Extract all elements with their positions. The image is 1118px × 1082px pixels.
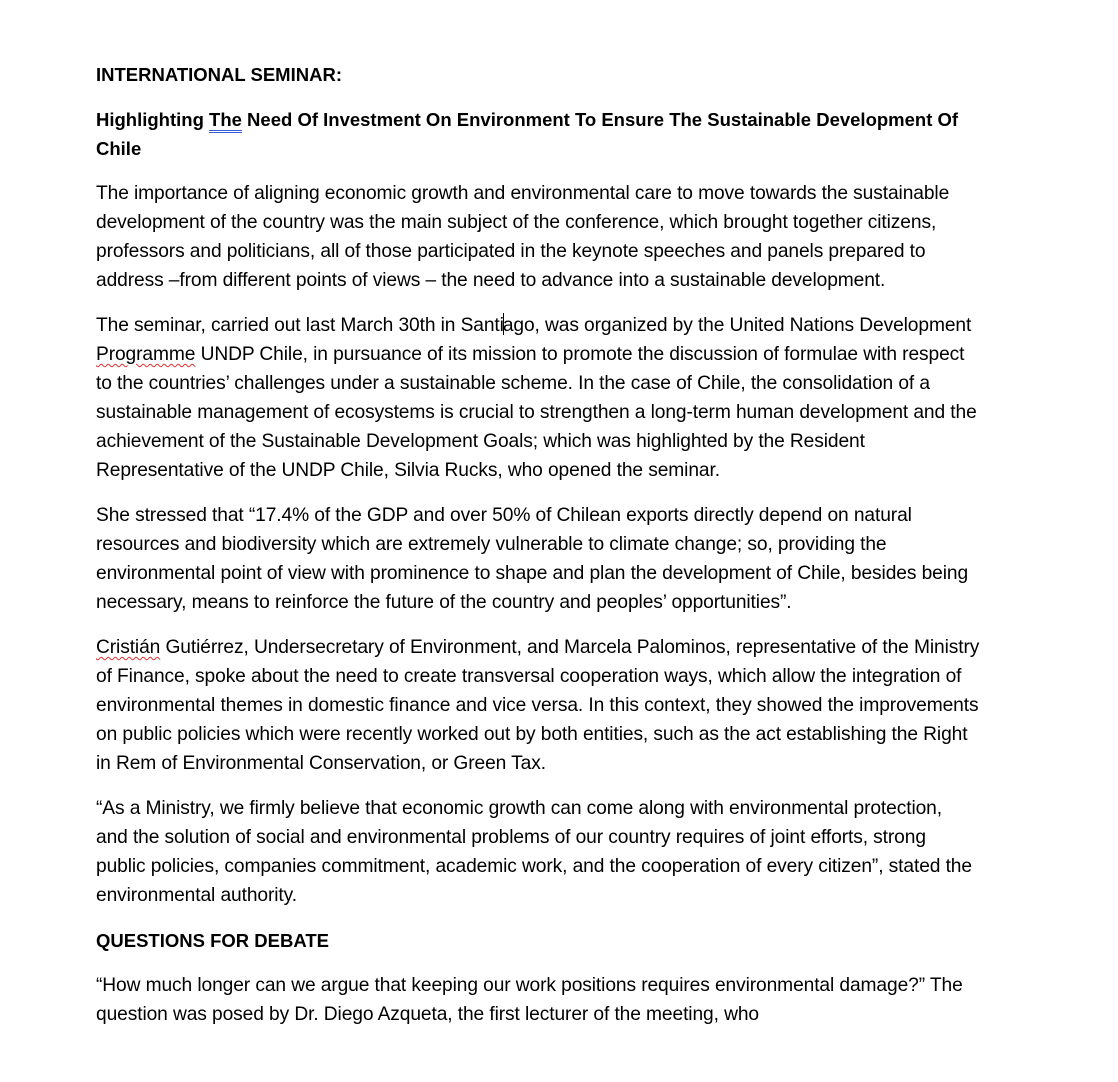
paragraph-intro: The importance of aligning economic growth and environmental care to move towards the sustainable development of the country was the main subject of the conference, which brought together citizens, professors and politicians, all of those participated in the keynote speeches and panels prepared to address –from different points of views – the need to advance into a sustainable development. — [96, 183, 950, 291]
document-subtitle — [96, 105, 976, 163]
spellcheck-flag-name[interactable]: Cristián — [96, 637, 161, 658]
subtitle-text-end: Need Of Investment On Environment To Ensure The Sustainable Development Of Chile — [96, 109, 959, 159]
paragraph-question: “How much longer can we argue that keeping our work positions requires environmental damage?” The question was posed by Dr. Diego Azqueta, the first lecturer of the meeting, who — [96, 975, 963, 1025]
spellcheck-flag-word[interactable]: Programme — [96, 344, 196, 365]
paragraph-seminar-text-a: The seminar, carried out last March 30th in Santi — [96, 315, 504, 336]
paragraph-ministry-quote: “As a Ministry, we firmly believe that economic growth can come along with environmental protection, and the solution of social and environmental problems of our country requires of joint efforts, strong public policies, companies commitment, academic work, and the cooperation of every citizen”, stated the environmental authority. — [96, 798, 972, 906]
paragraph-seminar — [96, 311, 984, 485]
section-title: INTERNATIONAL SEMINAR: — [96, 64, 342, 85]
grammar-flag-word[interactable]: The — [209, 109, 242, 130]
paragraph-undersecretary-text: Gutiérrez, Undersecretary of Environment, and Marcela Palominos, representative of the Ministry of Finance, spoke about the need to create transversal cooperation ways, which allow the integration of environmental themes in domestic finance and vice versa. In this context, they showed the improvements on public policies which were recently worked out by both entities, such as the act establishing the Right in Rem of Environmental Conservation, or Green Tax. — [96, 637, 980, 774]
document-body[interactable] — [96, 60, 996, 1029]
paragraph-undersecretary — [96, 633, 986, 778]
paragraph-seminar-text-c: UNDP Chile, in pursuance of its mission to promote the discussion of formulae with respect to the countries’ challenges under a sustainable scheme. In the case of Chile, the consolidation of a sustainable management of ecosystems is crucial to strengthen a long-term human development and the achievement of the Sustainable Development Goals; which was highlighted by the Resident Representative of the UNDP Chile, Silvia Rucks, who opened the seminar. — [96, 344, 977, 481]
paragraph-seminar-text-b: ago, was organized by the United Nations Development — [502, 315, 972, 336]
paragraph-quote-gdp: She stressed that “17.4% of the GDP and over 50% of Chilean exports directly depend on natural resources and biodiversity which are extremely vulnerable to climate change; so, providing the environmental point of view with prominence to shape and plan the development of Chile, besides being necessary, means to reinforce the future of the country and peoples’ opportunities”. — [96, 505, 969, 613]
subtitle-text-start: Highlighting — [96, 109, 210, 130]
questions-heading: QUESTIONS FOR DEBATE — [96, 930, 329, 951]
